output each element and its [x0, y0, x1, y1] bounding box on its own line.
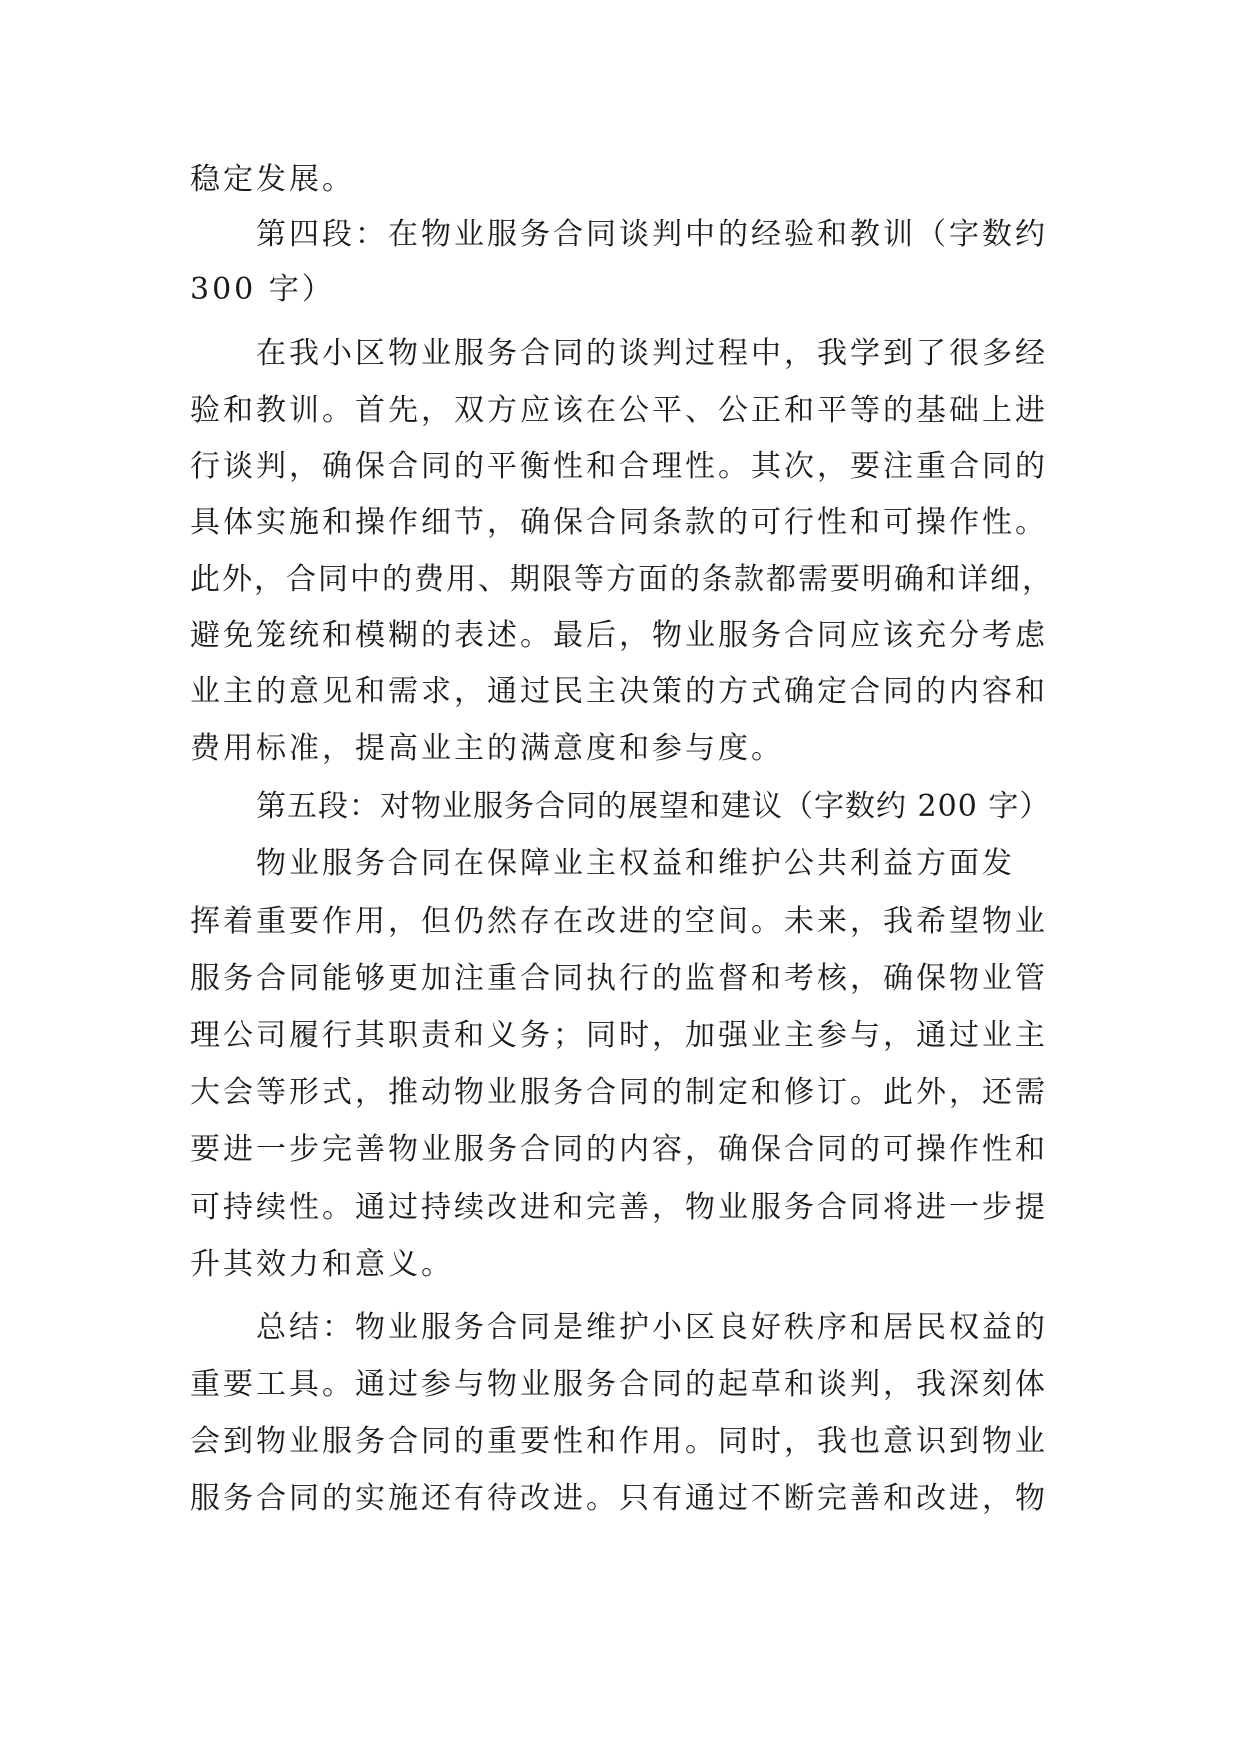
text-line: 费用标准，提高业主的满意度和参与度。 [190, 731, 784, 766]
section-heading-4: 第四段：在物业服务合同谈判中的经验和教训（字数约 [256, 217, 1048, 252]
paragraph-start: 在我小区物业服务合同的谈判过程中，我学到了很多经 [256, 336, 1048, 371]
text-line: 要进一步完善物业服务合同的内容，确保合同的可操作性和 [190, 1132, 1048, 1167]
summary-start: 总结：物业服务合同是维护小区良好秩序和居民权益的 [256, 1310, 1048, 1345]
text-line: 服务合同的实施还有待改进。只有通过不断完善和改进，物 [190, 1481, 1048, 1516]
text-line: 行谈判，确保合同的平衡性和合理性。其次，要注重合同的 [190, 449, 1048, 484]
text-line: 会到物业服务合同的重要性和作用。同时，我也意识到物业 [190, 1424, 1048, 1459]
text-line: 服务合同能够更加注重合同执行的监督和考核，确保物业管 [190, 961, 1048, 996]
text-line: 重要工具。通过参与物业服务合同的起草和谈判，我深刻体 [190, 1367, 1048, 1402]
text-line: 大会等形式，推动物业服务合同的制定和修订。此外，还需 [190, 1075, 1048, 1110]
text-line: 此外，合同中的费用、期限等方面的条款都需要明确和详细， [190, 562, 1054, 597]
text-line: 可持续性。通过持续改进和完善，物业服务合同将进一步提 [190, 1190, 1048, 1225]
text-line: 挥着重要作用，但仍然存在改进的空间。未来，我希望物业 [190, 904, 1048, 939]
text-line: 稳定发展。 [190, 162, 355, 197]
text-line: 升其效力和意义。 [190, 1247, 454, 1282]
text-line: 300 字） [190, 272, 335, 307]
text-line: 验和教训。首先，双方应该在公平、公正和平等的基础上进 [190, 393, 1048, 428]
paragraph-start: 物业服务合同在保障业主权益和维护公共利益方面发 [256, 846, 1015, 881]
text-line: 具体实施和操作细节，确保合同条款的可行性和可操作性。 [190, 505, 1048, 540]
text-line: 业主的意见和需求，通过民主决策的方式确定合同的内容和 [190, 674, 1048, 709]
text-line: 避免笼统和模糊的表述。最后，物业服务合同应该充分考虑 [190, 618, 1048, 653]
text-line: 理公司履行其职责和义务；同时，加强业主参与，通过业主 [190, 1018, 1048, 1053]
section-heading-5: 第五段：对物业服务合同的展望和建议（字数约 200 字） [256, 789, 1051, 824]
